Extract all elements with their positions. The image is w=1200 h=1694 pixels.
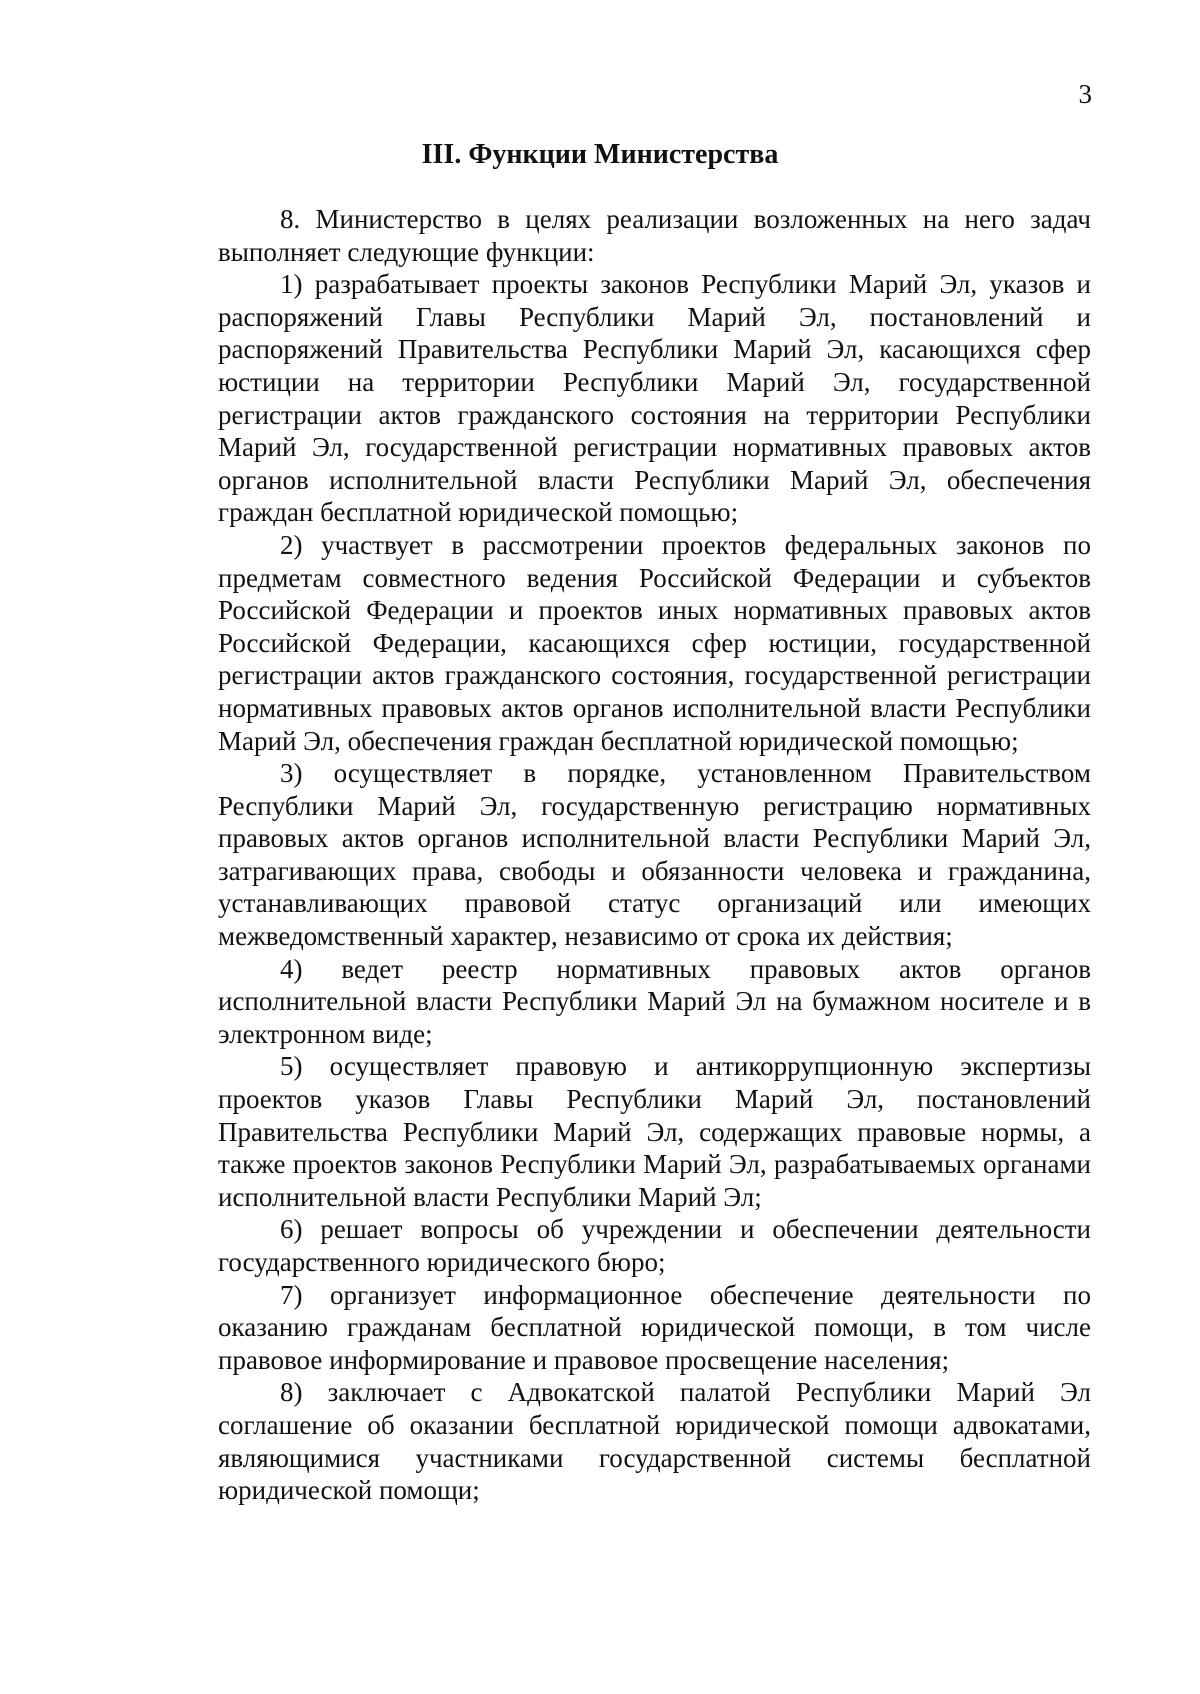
paragraph-item-6: 6) решает вопросы об учреждении и обеспечении деятельности государственного юридического бюро; [218, 1214, 1091, 1277]
paragraph-item-4: 4) ведет реестр нормативных правовых актов органов исполнительной власти Республики Марий Эл на бумажном носителе и в электронном виде; [218, 953, 1091, 1049]
paragraph-intro: 8. Министерство в целях реализации возложенных на него задач выполняет следующие функции: [218, 204, 1091, 267]
paragraph-item-3: 3) осуществляет в порядке, установленном Правительством Республики Марий Эл, государственную регистрацию нормативных правовых актов органов исполнительной власти Республики Марий Эл, затрагивающих права, свободы и обязанности человека и гражданина, устанавливающих правовой статус организаций или имеющих межведомственный характер, независимо от срока их действия; [218, 758, 1091, 952]
body-text [218, 203, 1091, 1507]
paragraph-item-2: 2) участвует в рассмотрении проектов федеральных законов по предметам совместного ведения Российской Федерации и субъектов Российской Федерации и проектов иных нормативных правовых актов Российской Федерации, касающихся сфер юстиции, государственной регистрации актов гражданского состояния, государственной регистрации нормативных правовых актов органов исполнительной власти Республики Марий Эл, обеспечения граждан бесплатной юридической помощью; [218, 529, 1091, 756]
paragraph-item-7: 7) организует информационное обеспечение деятельности по оказанию гражданам бесплатной юридической помощи, в том числе правовое информирование и правовое просвещение населения; [218, 1279, 1091, 1375]
paragraph-item-8: 8) заключает с Адвокатской палатой Республики Марий Эл соглашение об оказании бесплатной юридической помощи адвокатами, являющимися участниками государственной системы бесплатной юридической помощи; [218, 1377, 1091, 1506]
paragraph-item-5: 5) осуществляет правовую и антикоррупционную экспертизы проектов указов Главы Республики Марий Эл, постановлений Правительства Республики Марий Эл, содержащих правовые нормы, а также проектов законов Республики Марий Эл, разрабатываемых органами исполнительной власти Республики Марий Эл; [218, 1051, 1091, 1212]
section-title: III. Функции Министерства [421, 139, 779, 170]
paragraph-item-1: 1) разрабатывает проекты законов Республики Марий Эл, указов и распоряжений Главы Республики Марий Эл, постановлений и распоряжений Правительства Республики Марий Эл, касающихся сфер юстиции на территории Республики Марий Эл, государственной регистрации актов гражданского состояния на территории Республики Марий Эл, государственной регистрации нормативных правовых актов органов исполнительной власти Республики Марий Эл, обеспечения граждан бесплатной юридической помощью; [218, 269, 1091, 528]
page-number: 3 [1078, 79, 1092, 109]
